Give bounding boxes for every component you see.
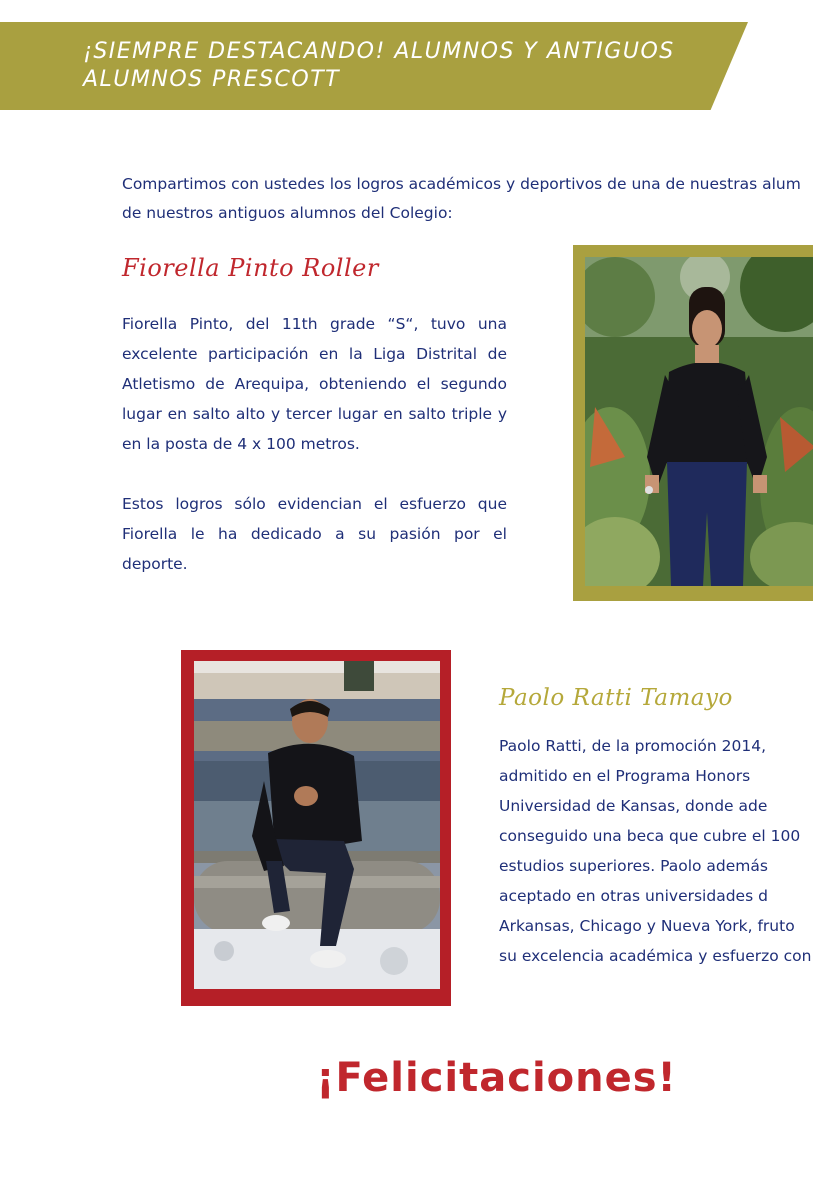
intro-line-2: de nuestros antiguos alumnos del Colegio: — [122, 204, 453, 222]
paolo-line: aceptado en otras universidades d — [499, 887, 768, 905]
fiorella-description — [122, 309, 507, 579]
intro-text — [122, 170, 813, 228]
fiorella-paragraph-2: Estos logros sólo evidencian el esfuerzo que Fiorella le ha dedicado a su pasión por el deporte. — [122, 495, 507, 573]
paolo-line: conseguido una beca que cubre el 100 — [499, 827, 801, 845]
page-title-line-1: ¡SIEMPRE DESTACANDO! ALUMNOS Y ANTIGUOS — [83, 39, 675, 64]
paolo-description — [499, 731, 813, 971]
paolo-line: Universidad de Kansas, donde ade — [499, 797, 768, 815]
fiorella-name-heading: Fiorella Pinto Roller — [122, 254, 379, 282]
closing-congratulations: ¡Felicitaciones! — [316, 1055, 677, 1101]
paolo-line: su excelencia académica y esfuerzo con — [499, 947, 812, 965]
fiorella-paragraph-1: Fiorella Pinto, del 11th grade “S“, tuvo una excelente participación en la Liga Distrital de Atletismo de Arequipa, obteniendo el segundo lugar en salto alto y tercer lugar en salto triple y en la posta de 4 x 100 metros. — [122, 315, 507, 453]
paolo-line: Arkansas, Chicago y Nueva York, fruto — [499, 917, 795, 935]
intro-line-1: Compartimos con ustedes los logros académicos y deportivos de una de nuestras alum — [122, 175, 801, 193]
paolo-line: admitido en el Programa Honors — [499, 767, 751, 785]
fiorella-photo — [585, 257, 813, 586]
paolo-line: Paolo Ratti, de la promoción 2014, — [499, 737, 766, 755]
paolo-line: estudios superiores. Paolo además — [499, 857, 768, 875]
paolo-photo — [194, 661, 440, 989]
paolo-name-heading: Paolo Ratti Tamayo — [499, 685, 733, 711]
page-title — [83, 38, 723, 94]
page-title-line-2: ALUMNOS PRESCOTT — [83, 67, 341, 92]
